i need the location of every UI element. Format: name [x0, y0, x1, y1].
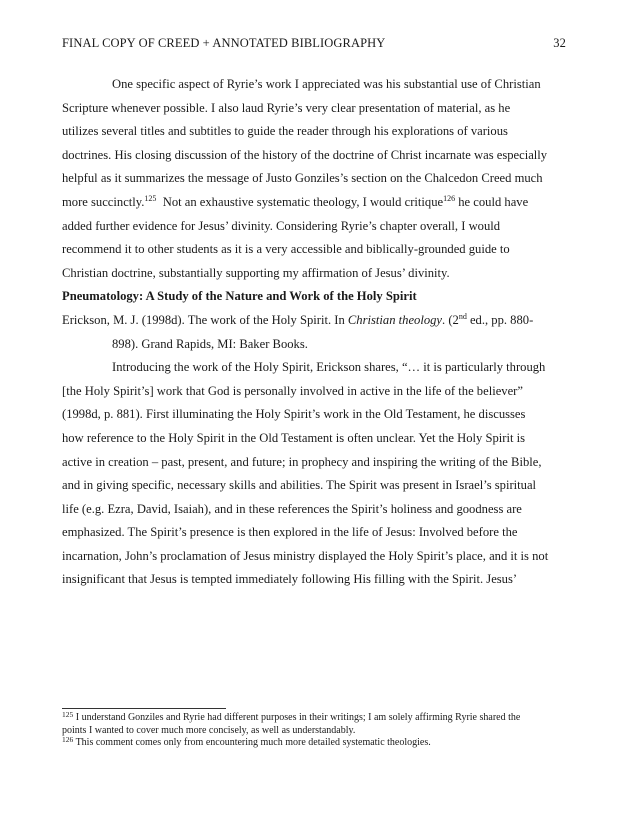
- text-line: One specific aspect of Ryrie’s work I appreciated was his substantial use of Christian: [112, 77, 541, 91]
- running-head-title: FINAL COPY OF CREED + ANNOTATED BIBLIOGRAPHY: [62, 36, 386, 50]
- text-line: how reference to the Holy Spirit in the Old Testament is often unclear. Yet the Holy Spirit is: [62, 430, 526, 445]
- text-line: [62, 191, 572, 215]
- paragraph-ryrie-review: [62, 73, 572, 285]
- citation-line: 898). Grand Rapids, MI: Baker Books.: [112, 336, 308, 351]
- citation-entry: [62, 309, 572, 356]
- paragraph-holy-spirit: [62, 356, 572, 592]
- text-line: emphasized. The Spirit’s presence is then explored in the life of Jesus: Involved before the: [62, 525, 518, 540]
- text-line: Scripture whenever possible. I also laud Ryrie’s very clear presentation of material, as he: [62, 100, 511, 115]
- text-line: active in creation – past, present, and future; in prophecy and inspiring the writing of the Bible,: [62, 454, 542, 469]
- text-line: Introducing the work of the Holy Spirit, Erickson shares, “… it is particularly through: [112, 360, 546, 375]
- text-line: added further evidence for Jesus’ divinity. Considering Ryrie’s chapter overall, I would: [62, 218, 501, 233]
- section-heading: Pneumatology: A Study of the Nature and Work of the Holy Spirit: [62, 289, 417, 304]
- citation-author-title: Erickson, M. J. (1998d). The work of the Holy Spirit. In: [62, 312, 348, 327]
- text-line: utilizes several titles and subtitles to guide the reader through his explorations of various: [62, 124, 508, 139]
- citation-line: [62, 309, 572, 333]
- text-line: and in giving specific, necessary skills and abilities. The Spirit was present in Israel’s spiritual: [62, 478, 537, 493]
- citation-book-title: Christian theology: [347, 312, 443, 327]
- text-span: Not an exhaustive systematic theology, I would critique: [156, 194, 444, 209]
- footnote-number: 126: [62, 735, 74, 744]
- footnote-number: 125: [62, 710, 74, 719]
- body-text: [62, 73, 572, 592]
- text-line: recommend it to other students as it is a very accessible and biblically-grounded guide to: [62, 242, 510, 257]
- text-line: [the Holy Spirit’s] work that God is personally involved in active in the life of the believer”: [62, 383, 523, 398]
- footnote-text: I understand Gonziles and Ryrie had different purposes in their writings; I am solely affirming Ryrie shared the: [73, 712, 521, 723]
- page-number: 32: [553, 36, 566, 50]
- footnote-ref-126[interactable]: 126: [443, 193, 456, 203]
- footnote-125: [62, 712, 574, 725]
- text-line: incarnation, John’s proclamation of Jesus ministry displayed the Holy Spirit’s place, and it is not: [62, 548, 549, 563]
- footnotes: [62, 712, 574, 750]
- text-line: helpful as it summarizes the message of Justo Gonziles’s section on the Chalcedon Creed much: [62, 171, 543, 186]
- text-span: he could have: [455, 194, 529, 209]
- citation-edition: . (2: [442, 312, 459, 327]
- footnote-ref-125[interactable]: 125: [144, 193, 157, 203]
- text-line: (1998d, p. 881). First illuminating the Holy Spirit’s work in the Old Testament, he discusses: [62, 407, 526, 422]
- footnote-text: This comment comes only from encountering much more detailed systematic theologies.: [73, 737, 431, 748]
- text-span: more succinctly.: [62, 194, 145, 209]
- text-line: Christian doctrine, substantially supporting my affirmation of Jesus’ divinity.: [62, 265, 450, 280]
- text-line: insignificant that Jesus is tempted immediately following His filling with the Spirit. Jesus’: [62, 572, 518, 587]
- footnote-divider: [62, 708, 226, 709]
- citation-edition-sup: nd: [458, 311, 467, 321]
- citation-pages: ed., pp. 880-: [466, 312, 534, 327]
- text-line: life (e.g. Ezra, David, Isaiah), and in these references the Spirit’s holiness and goodness are: [62, 501, 522, 516]
- footnote-125-continued: points I wanted to cover much more concisely, as well as understandably.: [62, 724, 356, 736]
- footnote-126: [62, 737, 574, 750]
- text-line: doctrines. His closing discussion of the history of the doctrine of Christ incarnate was especially: [62, 147, 548, 162]
